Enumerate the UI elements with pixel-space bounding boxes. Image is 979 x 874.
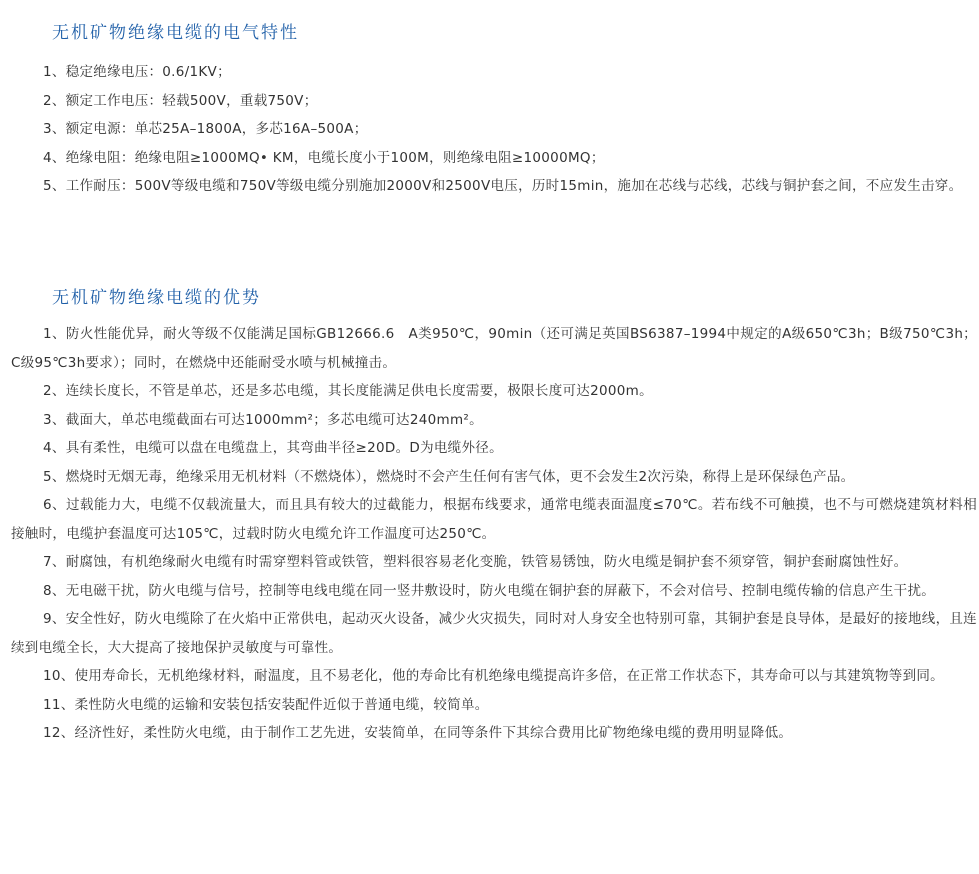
list-item: 8、无电磁干扰，防火电缆与信号，控制等电线电缆在同一竖井敷设时，防火电缆在铜护套的屏蔽下，不会对信号、控制电缆传输的信息产生干扰。 (43, 582, 936, 599)
list-item: 3、截面大，单芯电缆截面右可达1000mm²；多芯电缆可达240mm²。 (43, 411, 483, 428)
list-item: 2、连续长度长，不管是单芯，还是多芯电缆，其长度能满足供电长度需要，极限长度可达2000m。 (43, 383, 653, 399)
list-item: 5、燃烧时无烟无毒，绝缘采用无机材料（不燃烧体），燃烧时不会产生任何有害气体，更不会发生2次污染，称得上是环保绿色产品。 (43, 468, 855, 485)
list-item: 12、经济性好，柔性防火电缆，由于制作工艺先进，安装简单，在同等条件下其综合费用比矿物绝缘电缆的费用明显降低。 (43, 725, 793, 741)
list-item: 4、绝缘电阻：绝缘电阻≥1000MQ• KM，电缆长度小于100M，则绝缘电阻≥10000MQ； (43, 149, 605, 166)
list-item: 3、额定电源：单芯25A–1800A，多芯16A–500A； (43, 121, 368, 137)
list-item: 11、柔性防火电缆的运输和安装包括安装配件近似于普通电缆，较简单。 (43, 696, 489, 713)
advantages-list (11, 320, 977, 748)
list-item: 2、额定工作电压：轻载500V，重载750V； (43, 92, 318, 109)
list-item: 6、过载能力大，电缆不仅载流量大，而且具有较大的过截能力，根据布线要求，通常电缆表面温度≤70℃。若布线不可触摸，也不与可燃烧建筑材料相接触时，电缆护套温度可达105℃，过载时防火电缆允许工作温度可达250℃。 (11, 497, 977, 542)
section-title-advantages: 无机矿物绝缘电缆的优势 (52, 288, 261, 308)
list-item: 4、具有柔性，电缆可以盘在电缆盘上，其弯曲半径≥20D。D为电缆外径。 (43, 440, 503, 456)
list-item: 9、安全性好，防火电缆除了在火焰中正常供电，起动灭火设备，减少火灾损失，同时对人身安全也特别可靠，其铜护套是良导体，是最好的接地线，且连续到电缆全长，大大提高了接地保护灵敏度与可靠性。 (11, 611, 977, 656)
list-item: 1、稳定绝缘电压：0.6/1KV； (43, 64, 231, 80)
list-item: 1、防火性能优异，耐火等级不仅能满足国标GB12666.6 A类950℃，90min（还可满足英国BS6387–1994中规定的A级650℃3h；B级750℃3h；C级95℃3h要求）；同时，在燃烧中还能耐受水喷与机械撞击。 (11, 326, 977, 371)
list-item: 5、工作耐压：500V等级电缆和750V等级电缆分别施加2000V和2500V电压，历时15min，施加在芯线与芯线，芯线与铜护套之间，不应发生击穿。 (43, 178, 963, 194)
list-item: 7、耐腐蚀，有机绝缘耐火电缆有时需穿塑料管或铁管，塑料很容易老化变脆，铁管易锈蚀，防火电缆是铜护套不须穿管，铜护套耐腐蚀性好。 (43, 554, 908, 570)
section-title-electrical-characteristics: 无机矿物绝缘电缆的电气特性 (52, 23, 299, 43)
electrical-characteristics-list (11, 58, 977, 201)
list-item: 10、使用寿命长，无机绝缘材料，耐温度，且不易老化，他的寿命比有机绝缘电缆提高许多倍，在正常工作状态下，其寿命可以与其建筑物等到同。 (43, 668, 944, 684)
